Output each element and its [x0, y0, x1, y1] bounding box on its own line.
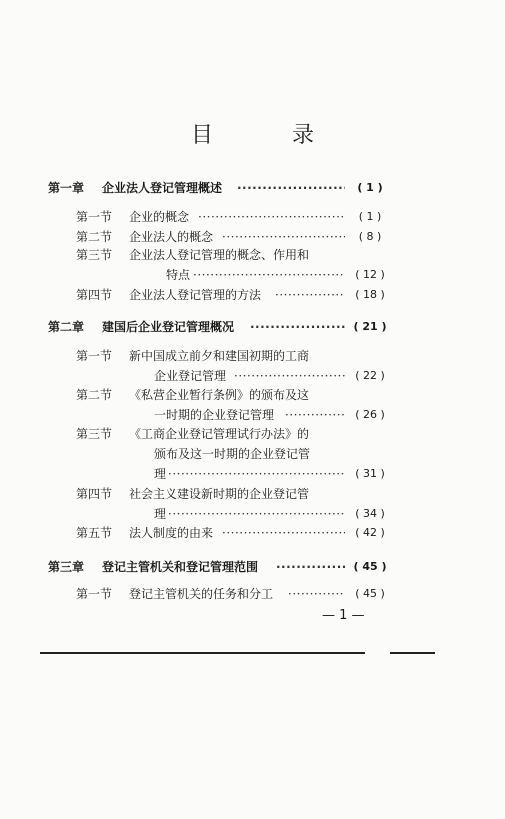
toc-entry-section[interactable] — [0, 584, 505, 604]
chapter-label: 第三章 — [48, 560, 85, 574]
entry-text: 《私营企业暂行条例》的颁布及这 — [129, 388, 310, 402]
bottom-rule — [40, 652, 365, 654]
toc-entry-chapter-2[interactable] — [0, 317, 505, 337]
page-ref: ( 18 ) — [355, 288, 385, 301]
bottom-rule-short — [390, 652, 435, 654]
toc-entry-continuation[interactable] — [0, 444, 505, 464]
toc-entry-section[interactable] — [0, 245, 505, 265]
chapter-label: 第二章 — [48, 320, 85, 334]
toc-entry-continuation[interactable] — [0, 464, 505, 484]
page-ref: ( 26 ) — [355, 408, 385, 421]
leader-dots — [222, 227, 345, 247]
toc-title: 目 录 — [191, 123, 350, 148]
section-label: 第五节 — [76, 526, 113, 540]
page-ref: ( 1 ) — [357, 181, 383, 194]
toc-entry-section[interactable] — [0, 207, 505, 227]
entry-text: 理 — [154, 507, 167, 521]
toc-entry-chapter-1[interactable] — [0, 178, 505, 198]
entry-text: 登记主管机关的任务和分工 — [129, 587, 274, 601]
leader-dots — [222, 523, 345, 543]
entry-text: 企业法人登记管理的方法 — [129, 288, 262, 302]
entry-text: 企业的概念 — [129, 210, 190, 224]
toc-entry-continuation[interactable] — [0, 504, 505, 524]
toc-entry-section[interactable] — [0, 484, 505, 504]
page-ref: ( 42 ) — [355, 526, 385, 539]
entry-text: 企业法人登记管理概述 — [102, 181, 223, 195]
leader-dots — [275, 285, 345, 305]
leader-dots — [193, 265, 345, 285]
page-ref: ( 45 ) — [353, 560, 387, 573]
section-label: 第三节 — [76, 427, 113, 441]
entry-text: 《工商企业登记管理试行办法》的 — [129, 427, 310, 441]
page-number: — 1 — — [322, 608, 365, 623]
entry-text: 企业法人登记管理的概念、作用和 — [129, 248, 310, 262]
page-ref: ( 22 ) — [355, 369, 385, 382]
toc-entry-section[interactable] — [0, 385, 505, 405]
entry-text: 登记主管机关和登记管理范围 — [102, 560, 259, 574]
leader-dots — [250, 317, 345, 337]
page-ref: ( 12 ) — [355, 268, 385, 281]
toc-entry-chapter-3[interactable] — [0, 557, 505, 577]
section-label: 第四节 — [76, 288, 113, 302]
leader-dots — [168, 464, 345, 484]
entry-text: 特点 — [166, 268, 191, 282]
entry-text: 法人制度的由来 — [129, 526, 214, 540]
entry-text: 企业法人的概念 — [129, 230, 214, 244]
leader-dots — [285, 405, 345, 425]
section-label: 第二节 — [76, 388, 113, 402]
section-label: 第一节 — [76, 349, 113, 363]
entry-text: 建国后企业登记管理概况 — [102, 320, 235, 334]
entry-text: 社会主义建设新时期的企业登记管 — [129, 487, 310, 501]
leader-dots — [198, 207, 345, 227]
leader-dots — [234, 366, 345, 386]
entry-text: 理 — [154, 467, 167, 481]
section-label: 第四节 — [76, 487, 113, 501]
entry-text: 新中国成立前夕和建国初期的工商 — [129, 349, 310, 363]
leader-dots — [276, 557, 345, 577]
page-ref: ( 34 ) — [355, 507, 385, 520]
entry-text: 颁布及这一时期的企业登记管 — [154, 447, 311, 461]
leader-dots — [288, 584, 345, 604]
toc-entry-section[interactable] — [0, 346, 505, 366]
section-label: 第三节 — [76, 248, 113, 262]
page-ref: ( 8 ) — [358, 230, 382, 243]
toc-entry-continuation[interactable] — [0, 265, 505, 285]
toc-entry-section[interactable] — [0, 285, 505, 305]
toc-entry-section[interactable] — [0, 227, 505, 247]
section-label: 第一节 — [76, 210, 113, 224]
section-label: 第一节 — [76, 587, 113, 601]
page-ref: ( 45 ) — [355, 587, 385, 600]
entry-text: 企业登记管理 — [154, 369, 227, 383]
chapter-label: 第一章 — [48, 181, 85, 195]
page-ref: ( 31 ) — [355, 467, 385, 480]
page-ref: ( 21 ) — [353, 320, 387, 333]
toc-entry-continuation[interactable] — [0, 405, 505, 425]
leader-dots — [237, 178, 345, 198]
toc-entry-section[interactable] — [0, 523, 505, 543]
leader-dots — [168, 504, 345, 524]
page-ref: ( 1 ) — [358, 210, 382, 223]
toc-entry-section[interactable] — [0, 424, 505, 444]
entry-text: 一时期的企业登记管理 — [154, 408, 275, 422]
toc-entry-continuation[interactable] — [0, 366, 505, 386]
section-label: 第二节 — [76, 230, 113, 244]
